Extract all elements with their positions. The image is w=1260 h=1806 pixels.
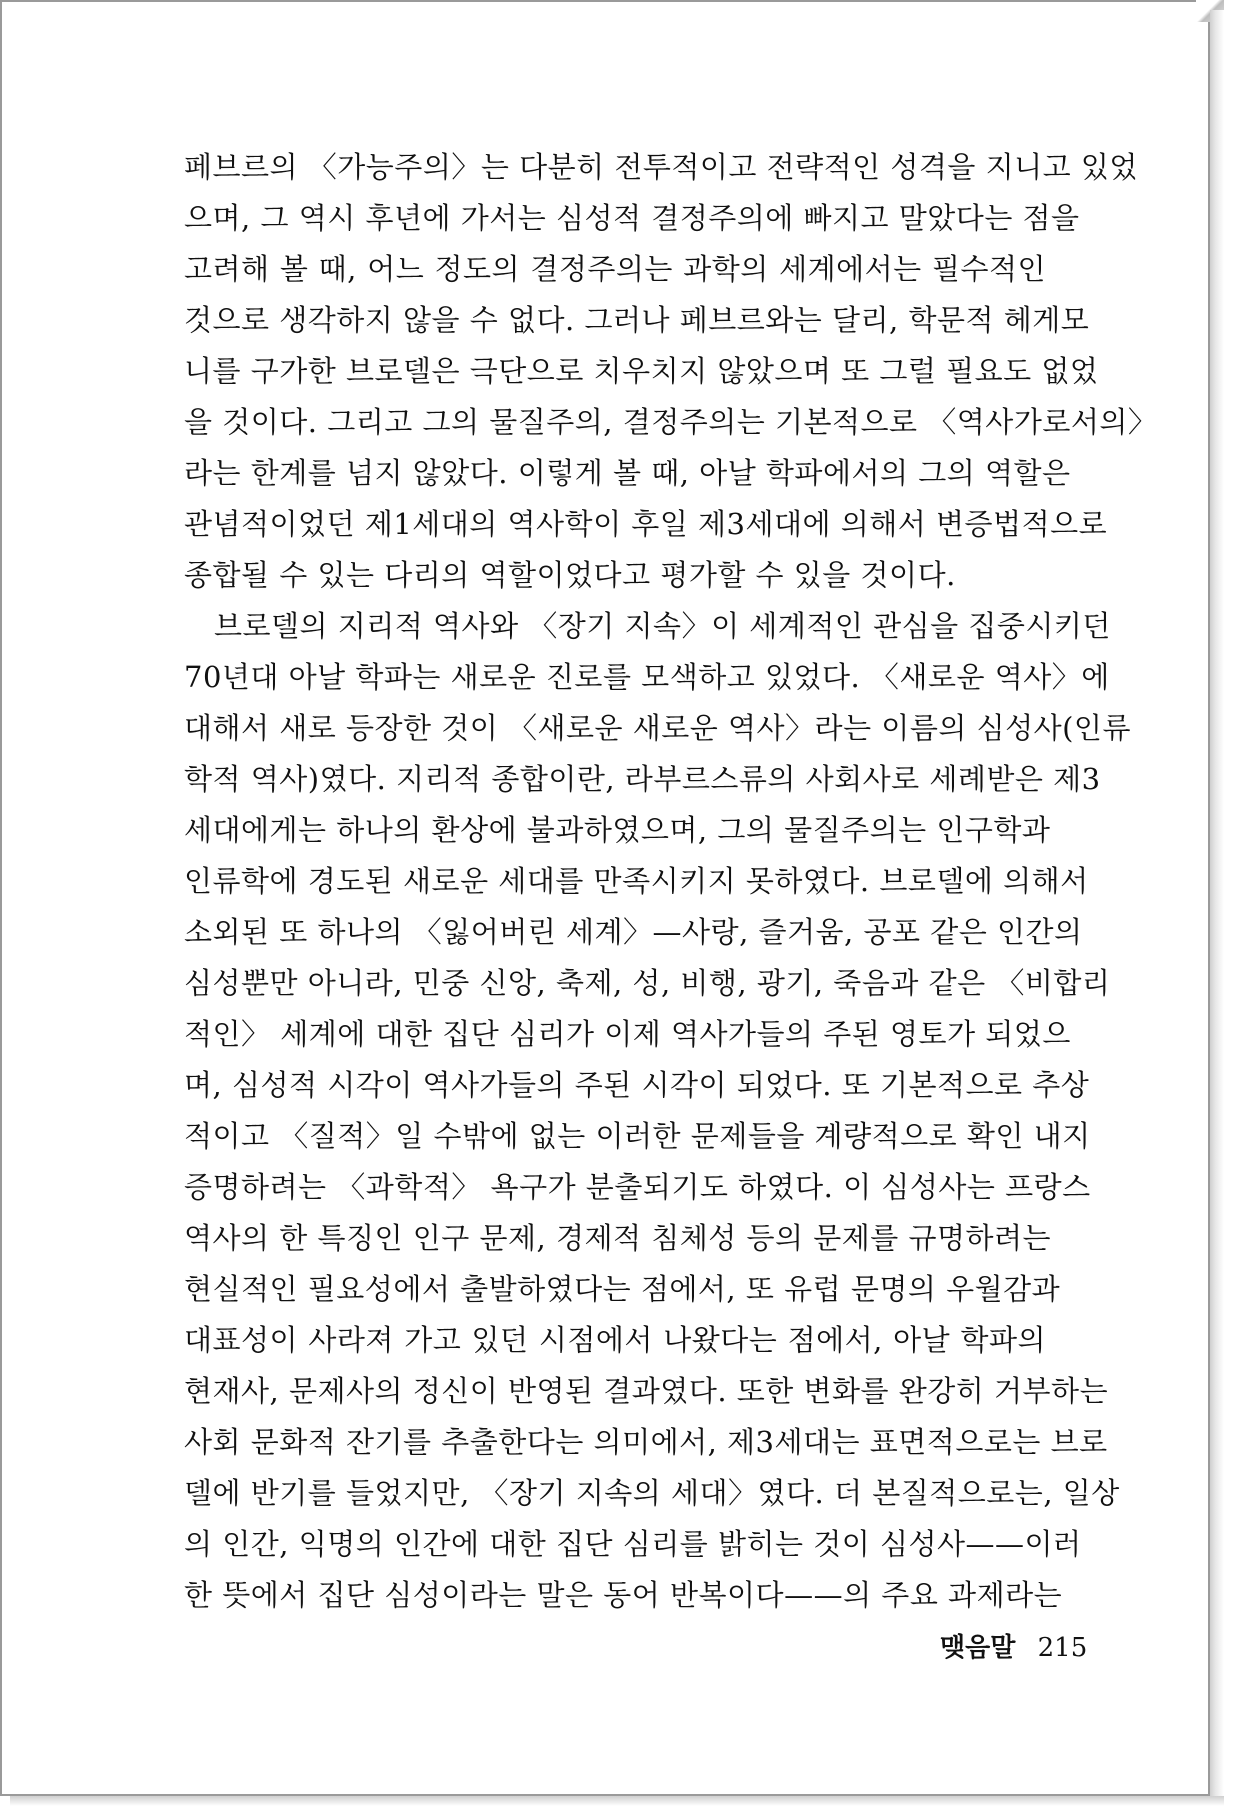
text-line: 적이고 〈질적〉일 수밖에 없는 이러한 문제들을 계량적으로 확인 내지 [184,1119,1091,1153]
text-line: 니를 구가한 브로델은 극단으로 치우치지 않았으며 또 그럴 필요도 없었 [184,354,1099,388]
body-text [184,142,1158,1621]
text-line: 페브르의 〈가능주의〉는 다분히 전투적이고 전략적인 성격을 지니고 있었 [184,150,1138,184]
text-line: 며, 심성적 시각이 역사가들의 주된 시각이 되었다. 또 기본적으로 추상 [184,1068,1090,1102]
running-footer-title: 맺음말 [940,1633,1016,1663]
paragraph-2 [184,601,1131,1621]
text-line: 델에 반기를 들었지만, 〈장기 지속의 세대〉였다. 더 본질적으로는, 일상 [184,1476,1120,1510]
text-line: 사회 문화적 잔기를 추출한다는 의미에서, 제3세대는 표면적으로는 브로 [184,1425,1108,1459]
text-line: 70년대 아날 학파는 새로운 진로를 모색하고 있었다. 〈새로운 역사〉에 [184,660,1110,694]
text-line: 역사의 한 특징인 인구 문제, 경제적 침체성 등의 문제를 규명하려는 [184,1221,1052,1255]
text-line: 인류학에 경도된 새로운 세대를 만족시키지 못하였다. 브로델에 의해서 [184,864,1089,898]
text-line: 현재사, 문제사의 정신이 반영된 결과였다. 또한 변화를 완강히 거부하는 [184,1374,1109,1408]
text-line: 대표성이 사라져 가고 있던 시점에서 나왔다는 점에서, 아날 학파의 [184,1323,1046,1357]
text-line: 종합될 수 있는 다리의 역할이었다고 평가할 수 있을 것이다. [184,558,956,592]
text-line: 관념적이었던 제1세대의 역사학이 후일 제3세대에 의해서 변증법적으로 [184,507,1108,541]
text-line: 라는 한계를 넘지 않았다. 이렇게 볼 때, 아날 학파에서의 그의 역할은 [184,456,1071,490]
text-line: 한 뜻에서 집단 심성이라는 말은 동어 반복이다——의 주요 과제라는 [184,1578,1063,1612]
text-line: 학적 역사)였다. 지리적 종합이란, 라부르스류의 사회사로 세례받은 제3 [184,762,1101,796]
text-line: 증명하려는 〈과학적〉 욕구가 분출되기도 하였다. 이 심성사는 프랑스 [184,1170,1091,1204]
text-line: 심성뿐만 아니라, 민중 신앙, 축제, 성, 비행, 광기, 죽음과 같은 〈비합리 [184,966,1111,1000]
text-line: 으며, 그 역시 후년에 가서는 심성적 결정주의에 빠지고 말았다는 점을 [184,201,1080,235]
page-number: 215 [1037,1633,1088,1663]
text-line: 을 것이다. 그리고 그의 물질주의, 결정주의는 기본적으로 〈역사가로서의〉 [184,405,1158,439]
text-line: 의 인간, 익명의 인간에 대한 집단 심리를 밝히는 것이 심성사——이러 [184,1527,1082,1561]
page-edge-shadow [1210,10,1224,1806]
text-line: 세대에게는 하나의 환상에 불과하였으며, 그의 물질주의는 인구학과 [184,813,1051,847]
text-line: 대해서 새로 등장한 것이 〈새로운 새로운 역사〉라는 이름의 심성사(인류 [184,711,1131,745]
paragraph-1 [184,142,1158,601]
text-line: 브로델의 지리적 역사와 〈장기 지속〉이 세계적인 관심을 집중시키던 [214,609,1111,643]
text-line: 소외된 또 하나의 〈잃어버린 세계〉—사랑, 즐거움, 공포 같은 인간의 [184,915,1083,949]
text-line: 고려해 볼 때, 어느 정도의 결정주의는 과학의 세계에서는 필수적인 [184,252,1046,286]
text-line: 적인〉 세계에 대한 집단 심리가 이제 역사가들의 주된 영토가 되었으 [184,1017,1071,1051]
page-footer [940,1627,1087,1664]
page-bottom-shadow [10,1796,1224,1806]
text-line: 현실적인 필요성에서 출발하였다는 점에서, 또 유럽 문명의 우월감과 [184,1272,1061,1306]
text-line: 것으로 생각하지 않을 수 없다. 그러나 페브르와는 달리, 학문적 헤게모 [184,303,1090,337]
